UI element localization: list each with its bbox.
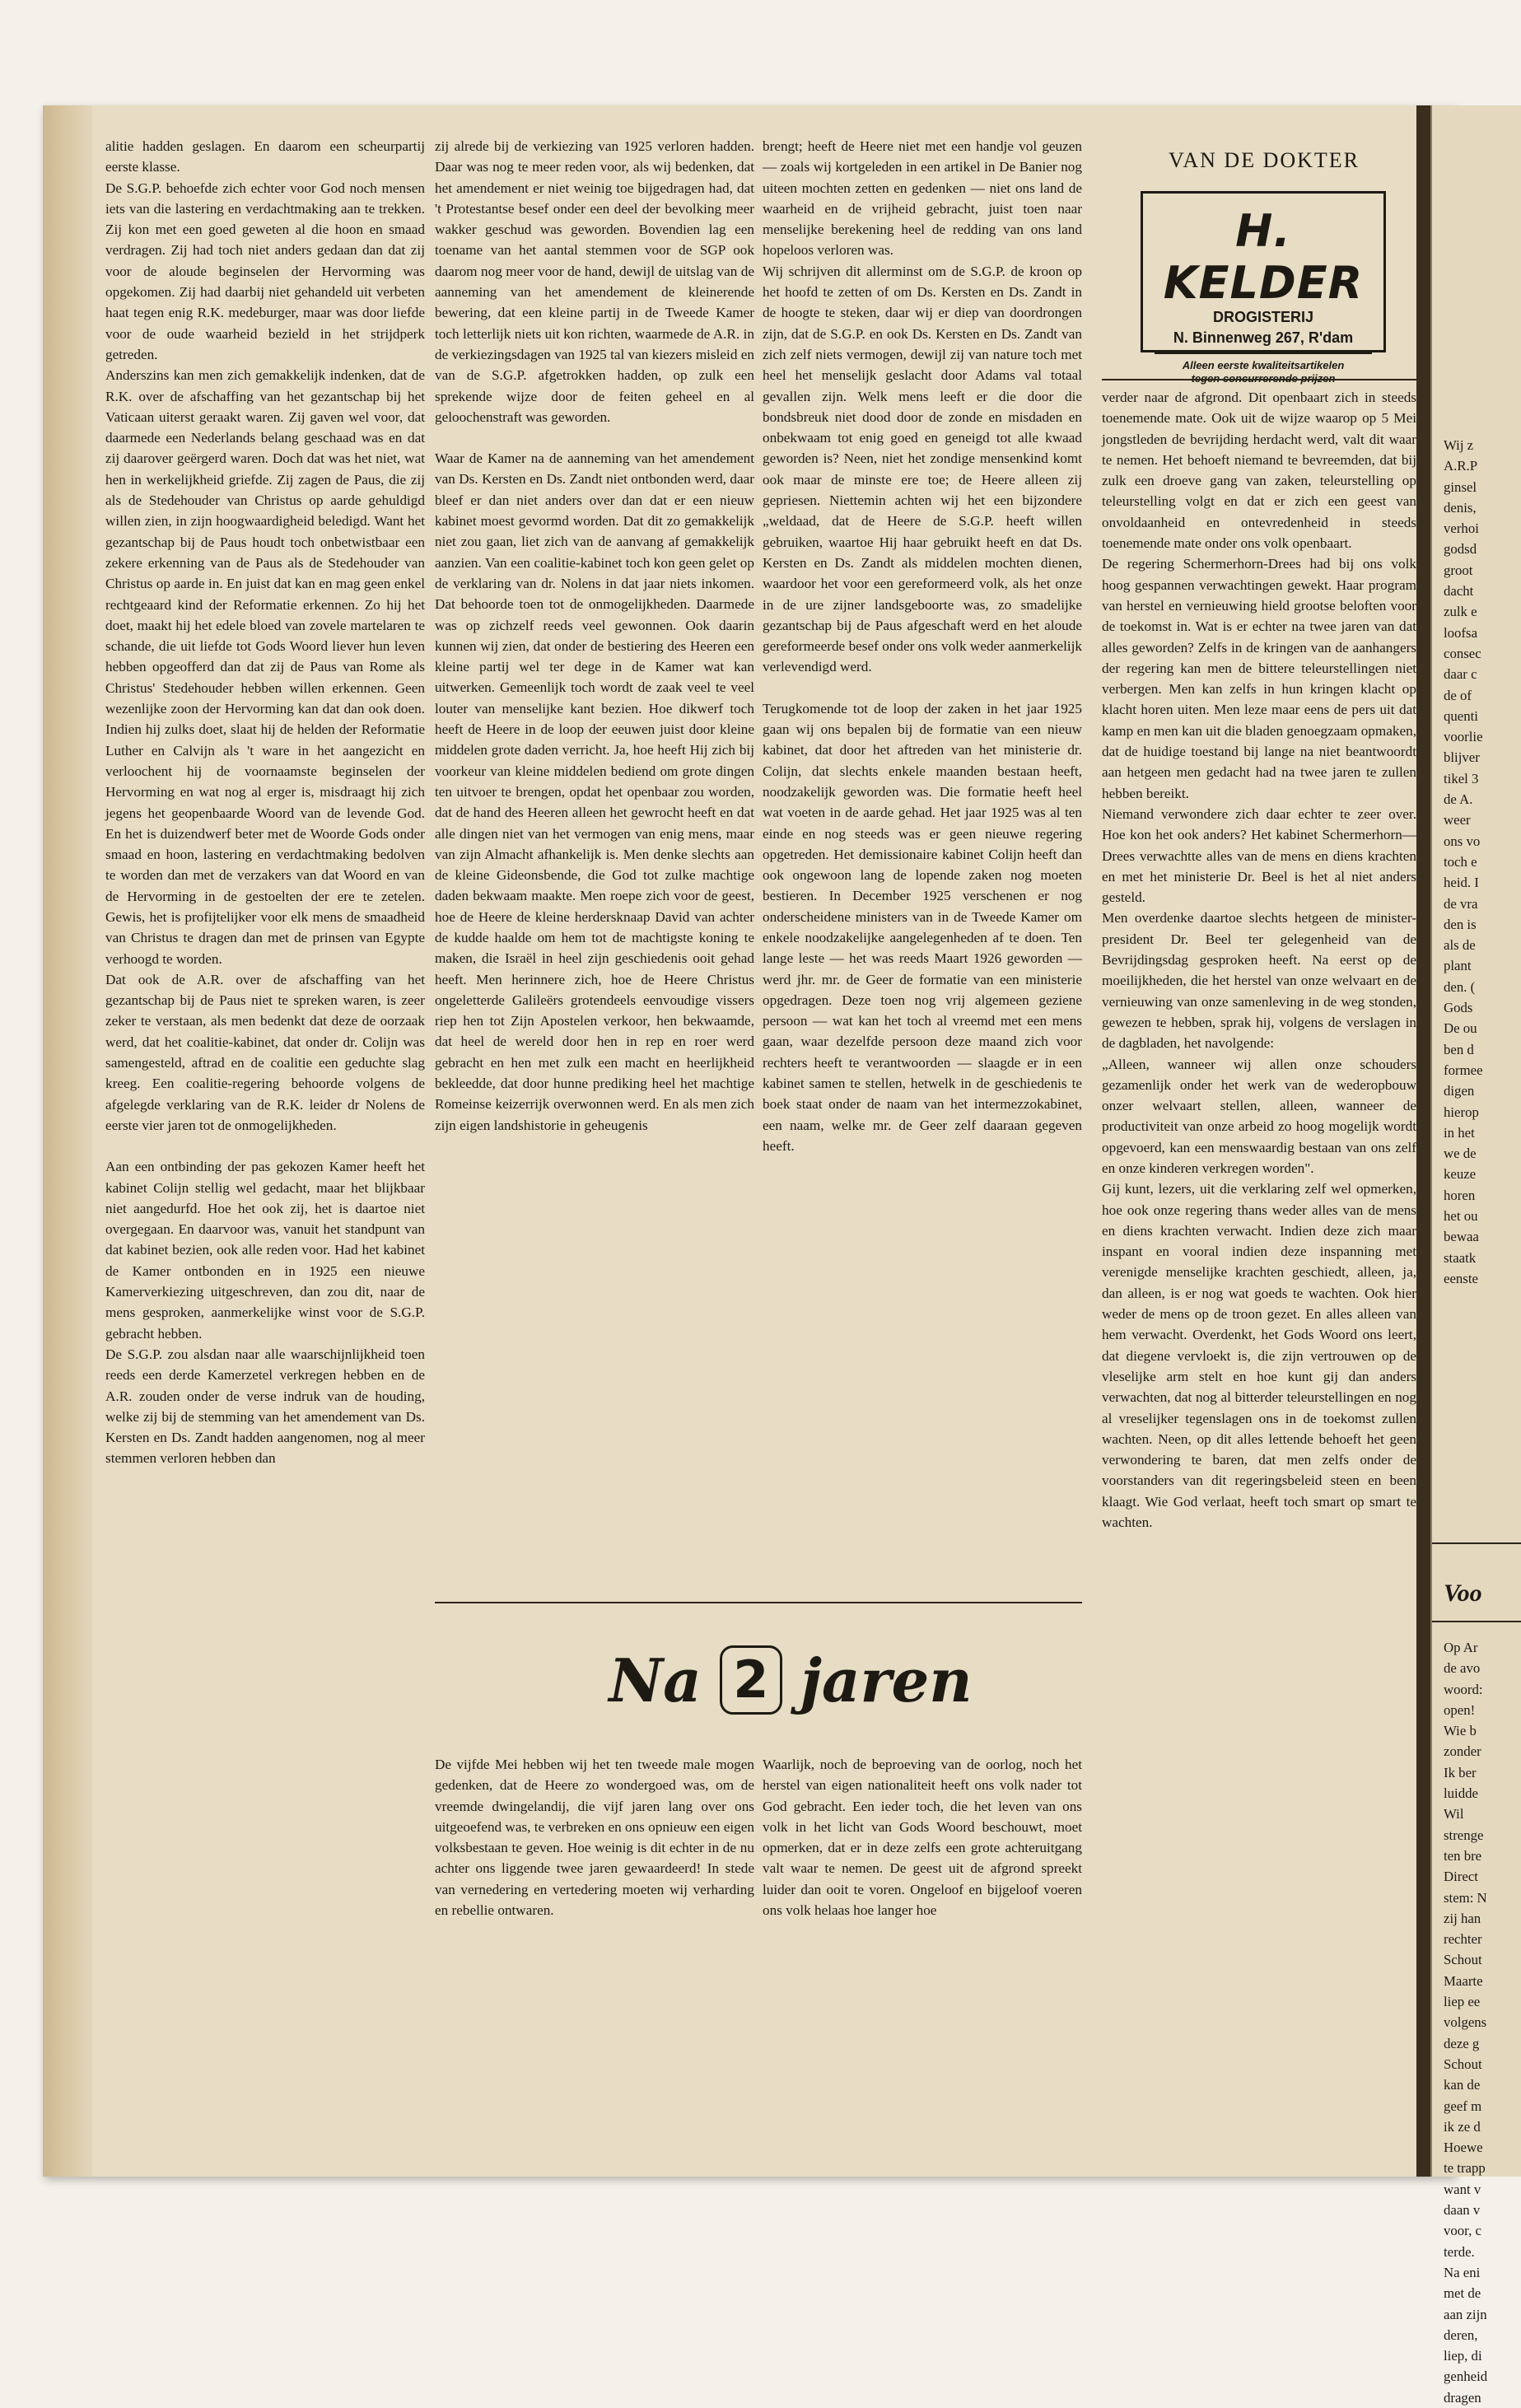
- adjacent-page-line: luidde: [1444, 1785, 1478, 1802]
- ad-name: H. KELDER: [1163, 205, 1364, 309]
- adjacent-page-line: genheid: [1444, 2368, 1488, 2385]
- page-binding-edge: [43, 105, 92, 2177]
- adjacent-page-line: verhoi: [1444, 520, 1479, 537]
- adjacent-page-line: zonder: [1444, 1743, 1481, 1760]
- paragraph: alitie hadden geslagen. En daarom een scheurpartij eerste klasse.: [105, 138, 425, 175]
- adjacent-page-line: voorlie: [1444, 729, 1483, 745]
- adjacent-page-line: Schout: [1444, 2056, 1482, 2072]
- adjacent-page-line: Hoewe: [1444, 2140, 1483, 2156]
- adjacent-page-line: bewaa: [1444, 1229, 1479, 1245]
- adjacent-page-line: het ou: [1444, 1207, 1478, 1224]
- adjacent-page-line: te trapp: [1444, 2160, 1486, 2177]
- adjacent-page-line: heid. I: [1444, 875, 1479, 891]
- adjacent-page-line: ben d: [1444, 1041, 1474, 1057]
- ad-heading: VAN DE DOKTER: [1168, 148, 1360, 172]
- paragraph: Wij schrijven dit allerminst om de S.G.P. de kroon op het hoofd te zetten of om Ds. Kersten en Ds. Zandt in de hoogte te steken, daar wij er diep van doordrongen zijn, dat de S.G.P. en ook Ds. Kersten en Ds. Zandt van zich zelf niets vermogen, dewijl zij van nature toch met heel het menselijk geslacht door Adams val totaal gevallen zijn. Welk mens leeft er die door die bondsbreuk niet dood door de zonde en misdaden en onbekwaam tot enig goed en geneigd tot alle kwaad geworden is? Neen, niet het zondige mensenkind komt ook maar de minste ere toe; de Heere alleen zij gepriesen. Niettemin achten wij het een bijzondere „weldaad, dat de Heere de S.G.P. heeft willen gebruiken, waartoe Hij haar gebruikt heeft en dat Ds. Kersten en Ds. Zandt als middelen mochten dienen, waardoor het voor een gereformeerd volk, als het onze in de ure zijner landsgeboorte was, zo smadelijke gezantschap bij de Paus afgeschaft werd en het aloude gereformeerde besef onder ons volk weder aanmerkelijk verlevendigd werd.: [763, 263, 1082, 675]
- adjacent-page-line: de A.: [1444, 791, 1473, 808]
- adjacent-page-line: Maarte: [1444, 1972, 1483, 1989]
- adjacent-page-line: blijver: [1444, 749, 1480, 766]
- adjacent-page-line: ik ze d: [1444, 2118, 1481, 2135]
- adjacent-page-line: Schout: [1444, 1952, 1482, 1968]
- ad-slogan-line-1: Alleen eerste kwaliteitsartikelen: [1182, 359, 1345, 371]
- adjacent-page-line: A.R.P: [1444, 458, 1478, 474]
- adjacent-page-line: eenste: [1444, 1270, 1478, 1286]
- quote: „Alleen, wanneer wij allen onze schouders gezamenlijk onder het werk van de wederopbouw onzer welvaart stellen, alleen, wanneer de productiviteit van onze arbeid zo hoog mogelijk wordt opgevoerd, kan een menswaardig bestaan van ons zelf en onze kinderen verkregen worden".: [1102, 1056, 1416, 1176]
- adjacent-page-line: ten bre: [1444, 1847, 1482, 1864]
- paragraph: Waarlijk, noch de beproeving van de oorlog, noch het herstel van eigen nationaliteit heeft ons volk nader tot God gebracht. Een ieder toch, die het leven van ons volk in het licht van Gods Woord beschouwt, moet opmerken, dat er in deze zelfs een grote achteruitgang valt waar te nemen. De geest uit de afgrond spreekt luider dan ooit te voren. Ongeloof en bijgeloof voeren ons volk helaas hoe langer hoe: [763, 1757, 1082, 1919]
- adjacent-page-line: denis,: [1444, 499, 1477, 516]
- adjacent-page-column-bottom: [1444, 1637, 1518, 2408]
- page-fold-shadow: [1416, 105, 1431, 2177]
- advertisement-kelder: [1141, 191, 1386, 371]
- paragraph: De regering Schermerhorn-Drees had bij ons volk hoog gespannen verwachtingen gewekt. Haar program van herstel en vernieuwing hield grootse beloften voor de toekomst in. Wat is er echter na twee jaren van dat alles geworden? Zelfs in de kringen van de aanhangers der regering kan men de bittere teleurstellingen niet verbergen. Men kan zelfs in hun kringen klacht op klacht horen uiten. Men leze maar eens de pers uit dat kamp en men kan uit die bladen genoegzaam opmaken, dat de huidige toestand bij lange na niet beantwoordt aan hetgeen men gedacht had na twee jaren te zullen hebben bereikt.: [1102, 556, 1416, 801]
- adjacent-page-line: formee: [1444, 1062, 1483, 1078]
- adjacent-page-line: want v: [1444, 2181, 1481, 2197]
- paragraph: De vijfde Mei hebben wij het ten tweede male mogen gedenken, dat de Heere zo wondergoed was, om de vreemde dwingelandij, die vijf jaren lang over ons uitgeoefend was, te verbreken en ons opnieuw een eigen volksbestaan te geven. Hoe weinig is dit echter in de nu achter ons liggende twee jaren gewaardeerd! In stede van vernedering en vertedering moeten wij verharding en rebellie ontwaren.: [435, 1757, 755, 1919]
- adjacent-page-line: dragen: [1444, 2389, 1481, 2406]
- headline-rule: [435, 1602, 1082, 1603]
- adjacent-page-line: volgens: [1444, 2014, 1487, 2031]
- adjacent-page-line: Op Ar: [1444, 1640, 1478, 1655]
- adjacent-page-line: de vra: [1444, 895, 1478, 912]
- adjacent-page-line: rechter: [1444, 1931, 1482, 1948]
- adjacent-page-line: Wij z: [1444, 437, 1474, 453]
- adjacent-page-rule: [1432, 1621, 1521, 1622]
- adjacent-page-line: aan zijn: [1444, 2306, 1487, 2322]
- adjacent-page-line: groot: [1444, 562, 1473, 578]
- paragraph: Niemand verwondere zich daar echter te zeer over. Hoe kon het ook anders? Het kabinet Schermerhorn—Drees verwachtte alles van de mens en diens krachten en met het ministerie Dr. Beel is het al niet anders gesteld.: [1102, 805, 1416, 906]
- adjacent-page-line: in het: [1444, 1124, 1475, 1141]
- adjacent-page-line: hierop: [1444, 1104, 1479, 1120]
- adjacent-page-line: dacht: [1444, 583, 1474, 600]
- adjacent-page-line: staatk: [1444, 1249, 1477, 1266]
- column-divider: [1102, 379, 1416, 380]
- adjacent-page-line: quenti: [1444, 707, 1478, 724]
- paragraph: Gij kunt, lezers, uit die verklaring zelf wel opmerken, hoe ook onze regering thans weder alles van de mens en diens krachten verwacht. Indien deze zich maar inspant en vooral indien deze inspanning met verenigde menselijke krachten geschiedt, alleen, ja, dan alleen, is er nog wat goeds te wachten. Ook hier weder de mens op de troon gezet. En alles alleen van hem verwacht. Overdenkt, het Gods Woord ons leert, dat diegene vervloekt is, die zijn vertrouwen op de vleselijke arm stelt en hoe kunt gij dan anders verwachten, dat nog al bitterder teleurstellingen en nog al vreselijker tegenslagen ons in de toekomst zullen wachten. Neen, op dit alles lettende behoeft het geen verwondering te baren, dat men zelfs onder de voorstanders van dit regeringsbeleid steen en been klaagt. Wie God verlaat, heeft toch smart op smart te wachten.: [1102, 1181, 1416, 1531]
- adjacent-page-line: kan de: [1444, 2077, 1481, 2093]
- paragraph: Waar de Kamer na de aanneming van het amendement van Ds. Kersten en Ds. Zandt niet ontbonden werd, daar bleef er dan niet anders over dan dat er een nieuw kabinet moest gevormd worden. Dat dit zo gemakkelijk niet zou gaan, liet zich van de aanvang af gemakkelijk aanzien. Van een coalitie-kabinet toch kon geen gelet op de verklaring van dr. Nolens in dat jaar niets inkomen. Dat behoorde toen tot de onmogelijkheden. Daarmede was op zichzelf reeds veel gewonnen. Ook daarin kunnen wij zien, dat onder de bestiering des Heeren een kleine partij wel ter dege in de Kamer wat kan uitwerken. Gemeenlijk toch wordt de zaak veel te veel louter van menselijke kant bezien. Hoe dikwerf toch heeft de Heere in de loop der eeuwen juist door kleine middelen grote daden verricht. Ja, hoe heeft Hij zich bij voorkeur van kleine middelen bediend om grote dingen ten uitvoer te brengen, opdat het openbaar zou worden, dat de hand des Heeren alleen het gewrocht heeft en dat alle dingen niet van het vermogen van enig mens, maar van zijn Almacht afhankelijk is. Men denke slechts aan de kleine Gideonsbende, die God tot zulke machtige daden bekwaam maakte. Men roepe zich voor de geest, hoe de Heere de kleine herdersknaap David van achter de kudde haalde om hem tot de machtigste koning te maken, die Israël in heel zijn geschiedenis ooit gehad heeft. Men herinnere zich, hoe de Heere Christus ongeletterde Galileërs grotendeels eenvoudige vissers riep hen tot Zijn Apostelen verkoor, hen bekwaamde, dat heel de wereld door hen in rep en roer werd gebracht en hen met zulk een macht en heerlijkheid bekleedde, dat door hunne prediking heel het machtige Romeinse keizerrijk overwonnen werd. En als men zich zijn eigen landshistorie in geheugenis: [435, 450, 754, 1133]
- ad-divider: [1155, 352, 1372, 354]
- paragraph: brengt; heeft de Heere niet met een handje vol geuzen — zoals wij kortgeleden in een artikel in De Banier nog uiteen mochten zetten en gedenken — niet ons land de waarheid en de vrijheid gebracht, juist toen naar menselijke berekening heel de redding van ons land hopeloos verloren was.: [763, 138, 1082, 259]
- adjacent-page-line: zulk e: [1444, 604, 1477, 620]
- adjacent-page-line: ginsel: [1444, 478, 1477, 495]
- headline-article-column-1: [435, 1754, 754, 1920]
- article-column-3: [763, 136, 1082, 1156]
- adjacent-page-line: open!: [1444, 1701, 1476, 1718]
- adjacent-page-line: den is: [1444, 916, 1477, 932]
- adjacent-page-line: de of: [1444, 687, 1472, 703]
- adjacent-page-line: geef m: [1444, 2098, 1482, 2114]
- adjacent-page-line: als de: [1444, 937, 1476, 954]
- adjacent-page-line: liep ee: [1444, 1994, 1481, 2010]
- headline-number-box: 2: [720, 1645, 782, 1715]
- adjacent-page-rule: [1432, 1542, 1521, 1544]
- ad-slogan: [1143, 359, 1383, 385]
- headline-word-2: jaren: [800, 1645, 973, 1715]
- paragraph: De S.G.P. behoefde zich echter voor God noch mensen iets van die lastering en verdachtmaking aan te trekken. Zij kon met een goed geweten al die hoon en smaad verdragen. Zij had toch niet anders gedaan dan dat zij voor de aloude beginselen der Hervorming was opgekomen. Zij had daarbij niet gehandeld uit verbeten haat tegen enig R.K. medeburger, maar was door liefde voor de oude waarheid bezield in het strijdperk getreden.: [105, 180, 425, 362]
- adjacent-page-line: terde.: [1444, 2243, 1475, 2260]
- adjacent-page-line: daar c: [1444, 666, 1477, 683]
- adjacent-page-line: horen: [1444, 1187, 1476, 1203]
- adjacent-page-edge: [1430, 105, 1521, 2406]
- article-column-4: [1102, 387, 1416, 1533]
- adjacent-page-line: strenge: [1444, 1827, 1484, 1843]
- adjacent-page-line: Wil: [1444, 1806, 1464, 1822]
- adjacent-page-line: Ik ber: [1444, 1764, 1477, 1780]
- adjacent-page-line: De ou: [1444, 1020, 1477, 1037]
- ad-address: N. Binnenweg 267, R'dam: [1173, 329, 1354, 346]
- adjacent-page-line: godsd: [1444, 541, 1477, 558]
- adjacent-page-line: stem: N: [1444, 1889, 1487, 1906]
- headline-word-1: Na: [609, 1645, 702, 1715]
- ad-type: DROGISTERIJ: [1212, 309, 1314, 325]
- paragraph: verder naar de afgrond. Dit openbaart zich in steeds toenemende mate. Ook uit de wijze waarop op 5 Mei jongstleden de bevrijding herdacht werd, valt dit waar te nemen. Het behoeft niemand te bevreemden, dat bij zulk een droeve gang van zaken, teleurstelling op teleurstelling volgt en dat er zich een geest van onvoldaanheid en ontevredenheid in steeds toenemende mate onder ons volk openbaart.: [1102, 390, 1416, 552]
- adjacent-page-line: keuze: [1444, 1166, 1477, 1183]
- adjacent-page-line: ons vo: [1444, 833, 1481, 849]
- adjacent-page-line: plant: [1444, 958, 1472, 974]
- paragraph: Terugkomende tot de loop der zaken in het jaar 1925 gaan wij ons bepalen bij de formatie van een nieuw kabinet, dat door het aftreden van het ministerie dr. Colijn, dat slechts enkele maanden bestaan heeft, noodzakelijk geworden was. Die formatie heeft heel wat voeten in de aarde gehad. Het jaar 1925 was al ten einde en nog steeds was er geen nieuwe regering opgetreden. Het demissionaire kabinet Colijn heeft dan ook ongewoon lang de lopende zaken nog moeten bestieren. In December 1925 verschenen er nog onderscheidene ministers van in de Tweede Kamer om enkele noodzakelijke aangelegenheden af te doen. Ten lange leste — het was reeds Maart 1926 geworden — werd jhr. mr. de Geer de formatie van een ministerie opgedragen. Deze toen nog vrij algemeen geziene persoon — wat kan het toch al vreemd met een mens gaan, waar dezelfde persoon deze maand zich voor rechters heeft te verantwoorden — slaagde er in een kabinet samen te stellen, hetwelk in de geschiedenis te boek staat onder de naam van het intermezzokabinet, een naam, welke mr. de Geer zelf daaraan gegeven heeft.: [763, 700, 1082, 1154]
- adjacent-page-line: zij han: [1444, 1910, 1481, 1926]
- adjacent-page-line: deze g: [1444, 2035, 1480, 2051]
- adjacent-page-line: consec: [1444, 645, 1481, 661]
- headline-article-column-2: [763, 1754, 1082, 1920]
- adjacent-page-line: Na eni: [1444, 2264, 1481, 2280]
- paragraph: zij alrede bij de verkiezing van 1925 verloren hadden. Daar was nog te meer reden voor, als wij bedenken, dat het amendement er niet weinig toe bijgedragen had, dat 't Protestantse besef onder een deel der bevolking meer wakker geschud was geworden. Bovendien lag een toename van het aantal stemmen voor de SGP ook daarom nog meer voor de hand, dewijl de uitslag van de aanneming van het amendement de kleinerende bewering, dat een kleine partij in de Tweede Kamer toch letterlijk niets uit kon richten, waarmede de A.R. in de verkiezingsdagen van 1925 tal van kiezers misleid en van de S.G.P. afgetrokken hadden, op zulk een sprekende wijze door de feiten geheel en al geloochenstraft was geworden.: [435, 138, 754, 425]
- paragraph: De S.G.P. zou alsdan naar alle waarschijnlijkheid toen reeds een derde Kamerzetel verkregen hebben en de A.R. zouden onder de verse indruk van de houding, welke zij bij de stemming van het amendement van Ds. Kersten en Ds. Zandt hadden aangenomen, nog al meer stemmen verloren hebben dan: [105, 1346, 425, 1467]
- article-headline: [527, 1635, 1054, 1725]
- adjacent-page-line: den. (: [1444, 978, 1476, 995]
- paragraph: Aan een ontbinding der pas gekozen Kamer heeft het kabinet Colijn stellig wel gedacht, maar het blijkbaar niet aangedurfd. Hoe het ook zij, het is daartoe niet overgegaan. En daarvoor was, vanuit het standpunt van dat kabinet bezien, ook alle reden voor. Had het kabinet de Kamer ontbonden en in 1925 een nieuwe Kamerverkiezing uitgeschreven, dan zou dit, naar de mens gesproken, aanmerkelijke winst voor de S.G.P. gebracht hebben.: [105, 1159, 425, 1342]
- adjacent-page-line: deren,: [1444, 2326, 1478, 2343]
- adjacent-page-line: loofsa: [1444, 624, 1478, 641]
- article-column-1: [105, 136, 425, 1469]
- paragraph: Men overdenke daartoe slechts hetgeen de minister-president Dr. Beel ter gelegenheid van de Bevrijdingsdag gesproken heeft. Na eerst op de moeilijkheden, die het herstel van onze welvaart en de vernieuwing van onze samenleving in de weg stonden, gewezen te hebben, sprak hij, volgens de verslagen in de dagbladen, het navolgende:: [1102, 910, 1416, 1052]
- adjacent-page-column-top: [1444, 435, 1518, 1289]
- adjacent-page-line: de avo: [1444, 1660, 1481, 1677]
- adjacent-page-line: we de: [1444, 1146, 1477, 1162]
- adjacent-page-line: digen: [1444, 1083, 1475, 1099]
- adjacent-page-line: tikel 3: [1444, 770, 1479, 786]
- adjacent-page-line: woord:: [1444, 1681, 1483, 1697]
- adjacent-page-line: met de: [1444, 2285, 1481, 2302]
- paragraph: Dat ook de A.R. over de afschaffing van het gezantschap bij de Paus niet te spreken waren, is zeer zeker te verstaan, als men bedenkt dat deze de oorzaak werd, dat het coalitie-kabinet, dat onder dr. Colijn was samengesteld, aftrad en de coalitie een geduchte slag kreeg. Een coalitie-regering behoorde volgens de afgelegde verklaring van de R.K. leider dr Nolens de eerste vier jaren tot de onmogelijkheden.: [105, 971, 425, 1133]
- adjacent-page-line: Gods: [1444, 1000, 1473, 1016]
- adjacent-page-line: Wie b: [1444, 1723, 1477, 1739]
- adjacent-page-heading: Voo: [1444, 1580, 1482, 1607]
- paragraph: Anderszins kan men zich gemakkelijk indenken, dat de R.K. over de afschaffing van het gezantschap bij het Vaticaan uiterst geraakt waren. Zij gaven wel voor, dat daarmede een Nederlands belang geschaad was en dat zij daarover geërgerd waren. Doch dat was het niet, wat hen in werkelijkheid griefde. Zij zagen de Paus, die zij als de Stedehouder van Christus op aarde gehuldigd willen zien, in zijn hoogwaardigheid beledigd. Want het gezantschap bij de Paus houdt toch onbetwistbaar een zekere erkenning van de Paus als de Stedehouder van Christus op aarde in. En juist dat kan en mag geen enkel rechtgeaard kind der Reformatie erkennen. Zo hij het doet, maakt hij het edele bloed van zovele martelaren te schande, die uit liefde tot Gods Woord liever hun leven hebben opgeofferd dan dat zij de Paus van Rome als Christus' Stedehouder hebben willen erkennen. Geen wezenlijke zoon der Hervorming kan dat dan ook doen. Indien hij zulks doet, slaat hij de helden der Reformatie Luther en Calvijn als 't ware in het aangezicht en verloochent hij de voornaamste beginselen der Hervorming en wat nog al erger is, misdraagt hij zich jegens het geopenbaarde Woord van de levende God. En het is duizendwerf beter met de Woorde Gods onder smaad en hoon, lastering en verdachtmaking bedolven te worden dan met de verzakers van dat Woord en van de Hervorming in de gestoelten der ere te zetelen. Gewis, het is profijtelijker voor elk mens de smaadheid van Christus te dragen dan met de prinsen van Egypte verhoogd te worden.: [105, 367, 425, 967]
- article-column-2: [435, 136, 754, 1136]
- adjacent-page-line: liep, di: [1444, 2348, 1482, 2364]
- adjacent-page-line: toch e: [1444, 853, 1477, 870]
- adjacent-page-line: Direct: [1444, 1869, 1478, 1885]
- adjacent-page-line: voor, c: [1444, 2223, 1481, 2239]
- adjacent-page-line: daan v: [1444, 2202, 1481, 2219]
- adjacent-page-line: weer: [1444, 812, 1471, 828]
